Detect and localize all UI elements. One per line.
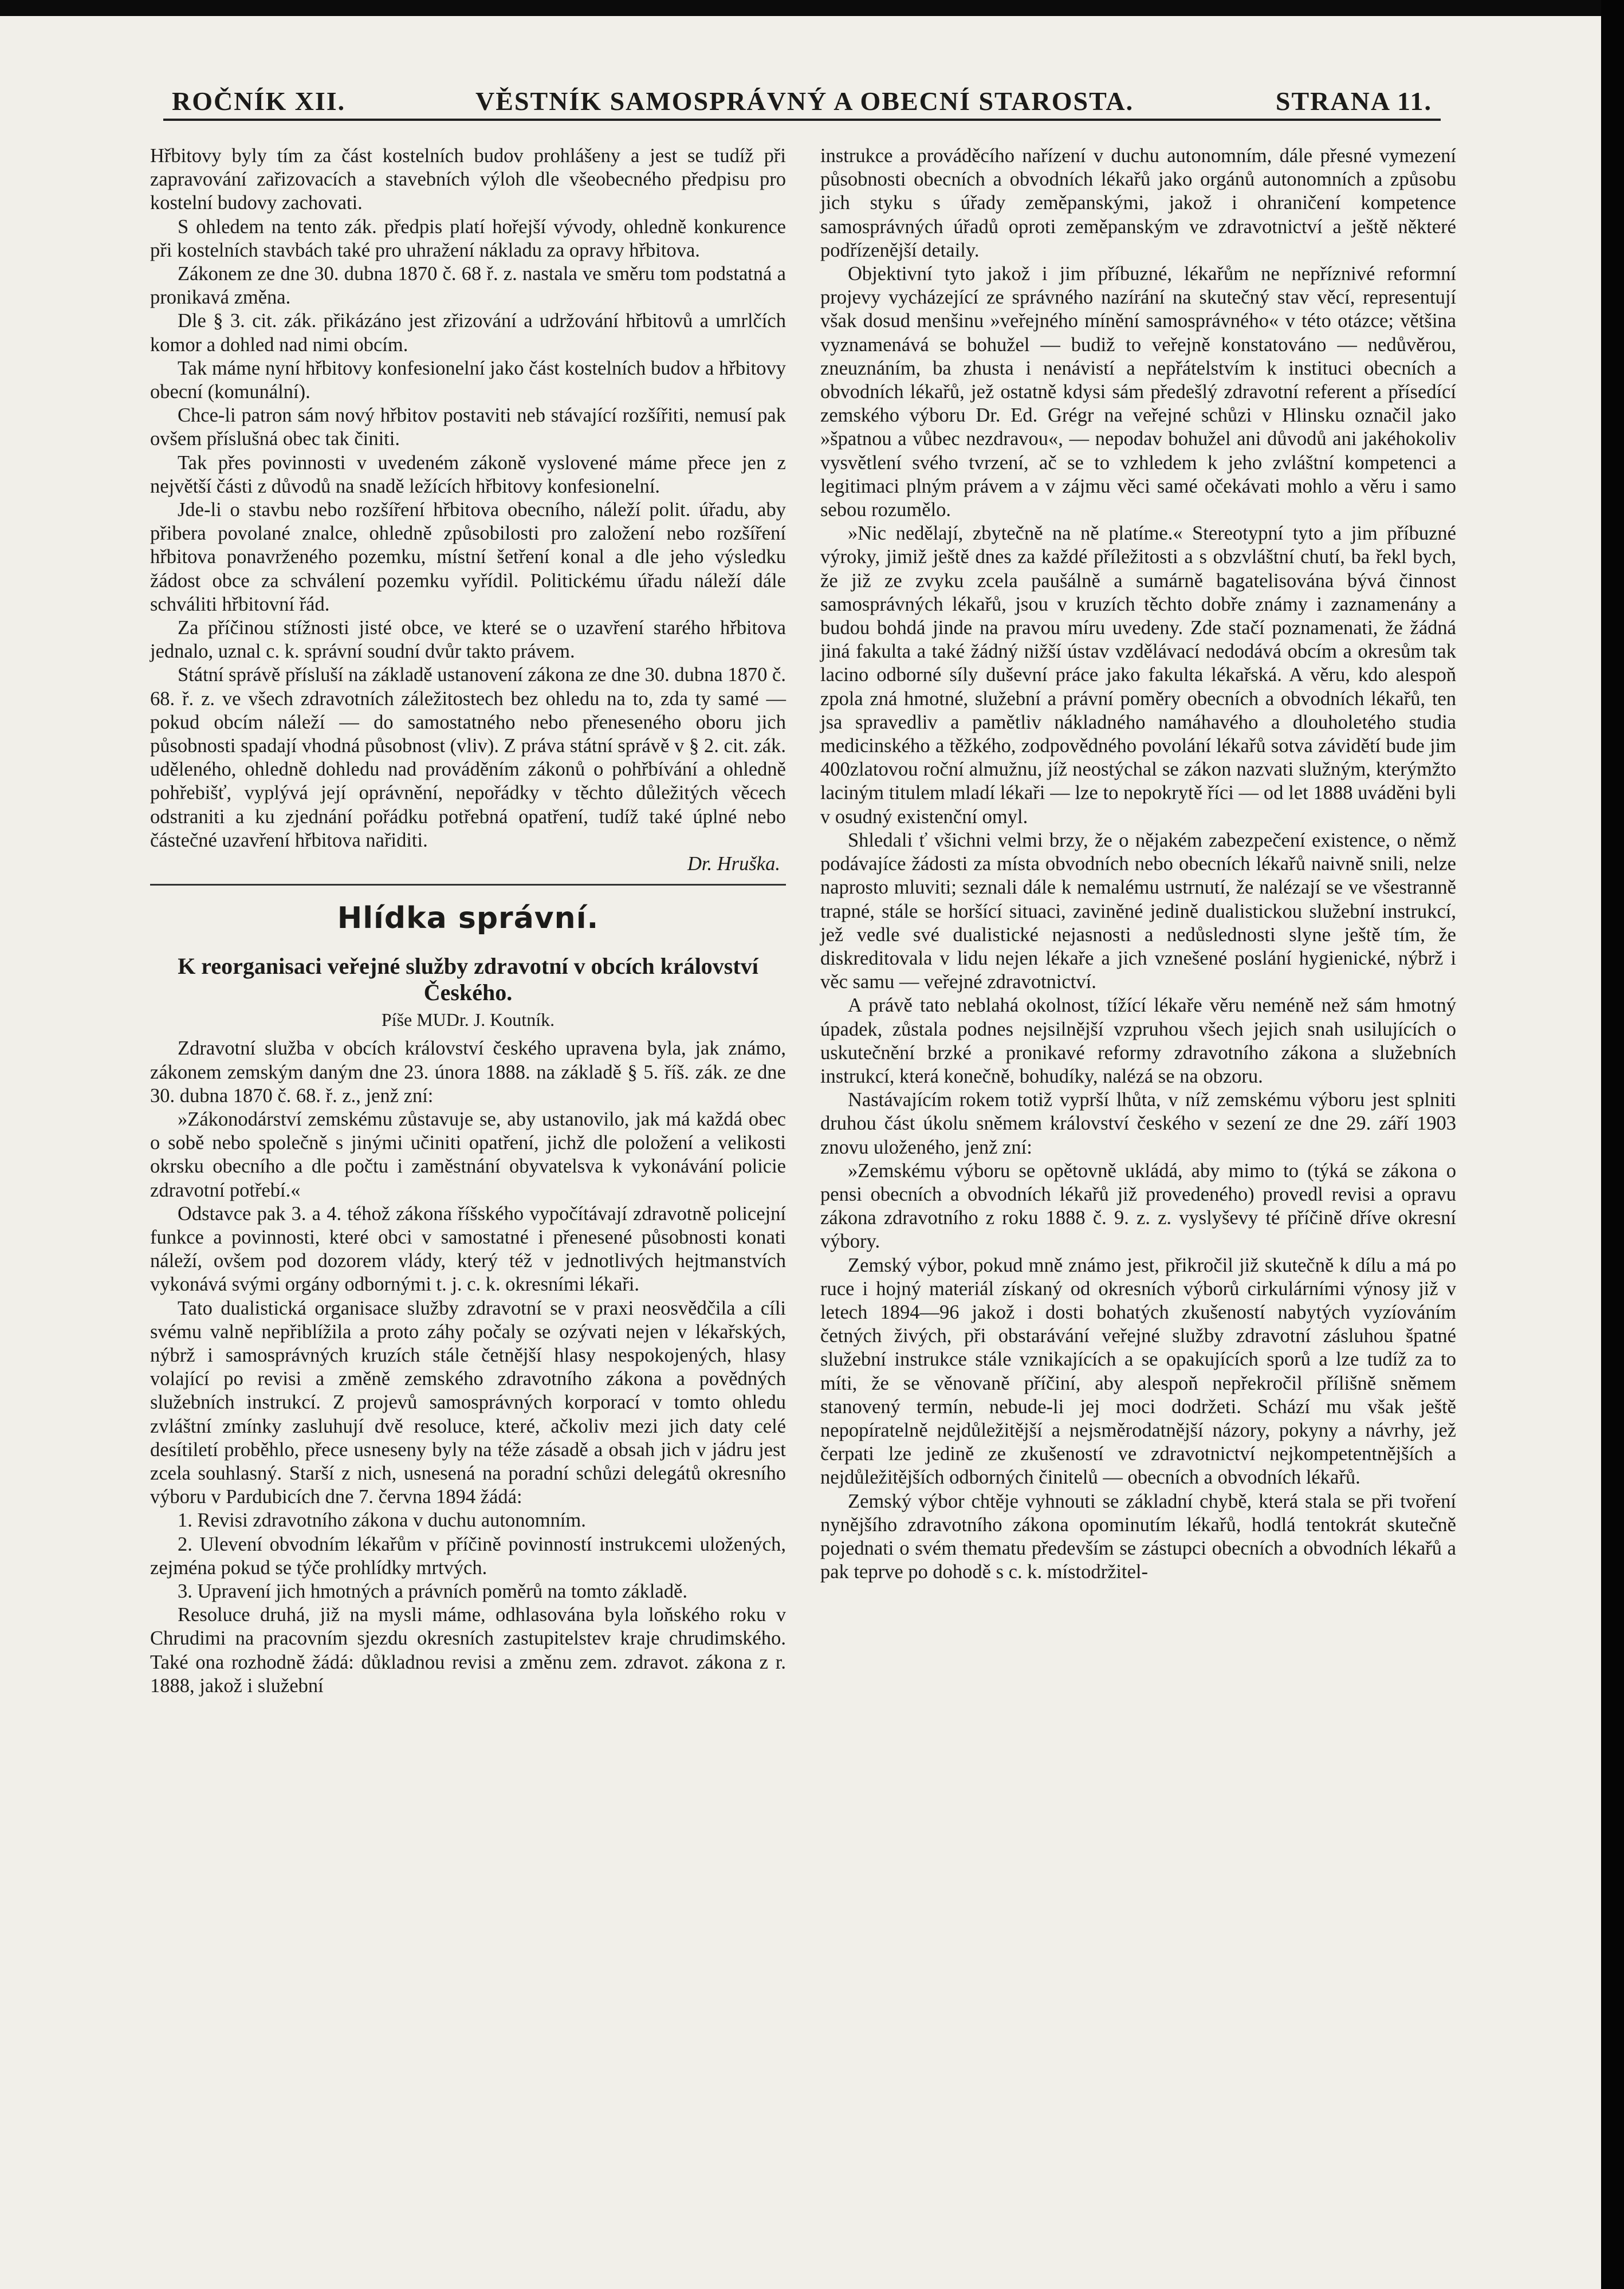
paragraph: S ohledem na tento zák. předpis platí hořejší vývody, ohledně konkurence při kostelních stavbách také pro uhražení nákladu za opravy hřbitova. <box>150 215 786 261</box>
left-column <box>150 144 786 2264</box>
paragraph: Shledali ť všichni velmi brzy, že o nějakém zabezpečení existence, o němž podávajíce žádosti za místa obvodních nebo obecních lékařů naivně snili, nelze naprosto mluviti; seznali dále k nemalému ustrnutí, že nalézají se ve všestranně trapné, stále se horšící situaci, zaviněné jedině dualistickou služební instrukcí, jež vedle své dualistické nejasnosti a nedůslednosti slyne ještě tím, že diskreditovala v lidu nejen lékaře a jich vznešené poslání hygienické, nýbrž i věc samu — veřejné zdravotnictví. <box>820 829 1456 993</box>
paragraph: Tato dualistická organisace služby zdravotní se v praxi neosvědčila a cíli svému valně nepřiblížila a proto záhy počaly se ozývati nejen v lékařských, nýbrž i samosprávných kruzích stále četnější hlasy nespokojených, hlasy volající po revisi a změně zemského zdravotního zákona a povědných služebních instrukcí. Z projevů samosprávných korporací v tomto ohledu zvláštní zmínky zasluhují dvě resoluce, které, ačkoliv mezi jich daty celé desítiletí proběhlo, přece usneseny byly na téže zásadě a obsah jich v jádru jest zcela souhlasný. Starší z nich, usnesená na poradní schůzi delegátů okresního výboru v Pardubicích dne 7. června 1894 žádá: <box>150 1297 786 1508</box>
list-item: 1. Revisi zdravotního zákona v duchu autonomním. <box>178 1509 586 1532</box>
article-title: K reorganisaci veřejné služby zdravotní v obcích království Českého. <box>178 953 758 1006</box>
right-column <box>820 144 1456 2264</box>
paragraph: Zdravotní služba v obcích království českého upravena byla, jak známo, zákonem zemským daným dne 23. února 1888. na základě § 5. říš. zák. ze dne 30. dubna 1870 č. 68. ř. z., jenž zní: <box>150 1037 786 1107</box>
quoted-resolution: »Zemskému výboru se opětovně ukládá, aby mimo to (týká se zákona o pensi obecních a obvodních lékařů již provedeného) provedl revisi a opravu zákona zdravotního z roku 1888 č. 9. z. z. vyslyševy té příčině dříve okresní výbory. <box>820 1159 1456 1253</box>
paragraph: Nastávajícím rokem totiž vyprší lhůta, v níž zemskému výboru jest splniti druhou část úkolu sněmem království českého v sezení ze dne 29. září 1903 znovu uloženého, jenž zní: <box>820 1089 1456 1158</box>
scan-border-right <box>1601 0 1624 2289</box>
paragraph: Resoluce druhá, již na mysli máme, odhlasována byla loňského roku v Chrudimi na pracovním sjezdu okresních zastupitelstev kraje chrudimského. Také ona rozhodně žádá: důkladnou revisi a změnu zem. zdravot. zákona z r. 1888, jakož i služební <box>150 1604 786 1697</box>
paragraph: Odstavce pak 3. a 4. téhož zákona říšského vypočítávají zdravotně policejní funkce a povinnosti, které obci v samostatné i přenesené působnosti konati náleží, ovšem pod dozorem vlády, který též v jednotlivých hejtmanstvích vykonává svými orgány odbornými t. j. c. k. okresními lékaři. <box>150 1202 786 1296</box>
paragraph: »Nic nedělají, zbytečně na ně platíme.« Stereotypní tyto a jim příbuzné výroky, jimiž ještě dnes za každé příležitosti a s obzvláštní chutí, ba řekl bych, že již ze zvyku zcela paušálně a sumárně bagatelisována bývá činnost samosprávných lékařů, jsou v kruzích těchto dobře známy i zaznamenány a budou bohdá jinde na pravou míru uvedeny. Zde stačí poznamenati, že žádná jiná fakulta a také žádný nižší ústav vzdělávací nedodává obcím a okresům tak lacino odborné síly duševní práce jako fakulta lékařská. A věru, kdo alespoň zpola zná hmotné, služební a právní poměry obecních a obvodních lékařů, ten jsa spravedliv a pamětliv nákladného namáhavého a dlouholetého studia medicinského a těžkého, zodpovědného povolání lékařů sotva závidětí bude jim 400zlatovou roční almužnu, jíž neostýchal se zákon nazvati služným, kterýmžto laciným titulem mladí lékaři — lze to nepokrytě říci — od let 1888 uváděni byli v osudný existenční omyl. <box>820 522 1456 828</box>
volume-label: ROČNÍK XII. <box>172 86 346 116</box>
paragraph: Tak máme nyní hřbitovy konfesionelní jako část kostelních budov a hřbitovy obecní (komunální). <box>150 357 786 403</box>
list-item: 2. Ulevení obvodním lékařům v příčině povinností instrukcemi uložených, zejména pokud se týče prohlídky mrtvých. <box>150 1533 786 1579</box>
author-signature: Dr. Hruška. <box>687 853 780 875</box>
paragraph: Chce-li patron sám nový hřbitov postaviti neb stávající rozšířiti, nemusí pak ovšem příslušná obec tak činiti. <box>150 404 786 450</box>
header-rule <box>163 119 1441 121</box>
paragraph: Tak přes povinnosti v uvedeném zákoně vyslovené máme přece jen z největší části z důvodů na snadě ležících hřbitovy konfesionelní. <box>150 451 786 497</box>
paragraph: A právě tato neblahá okolnost, tížící lékaře věru neméně než sám hmotný úpadek, zůstala podnes nejsilnější vzpruhou všech jejich snah usilujících o uskutečnění brzké a pronikavé reformy zdravotního zákona a služebních instrukcí, která konečně, bohudíky, nalézá se na obzoru. <box>820 994 1456 1087</box>
scan-border-top <box>0 0 1624 16</box>
paragraph: Objektivní tyto jakož i jim příbuzné, lékařům ne nepříznivé reformní projevy vycházející ze správného nazírání na skutečný stav věcí, representují však dosud menšinu »veřejného mínění samosprávného« v této otázce; většina vyznamenává se bohužel — budiž to veřejně konstatováno — nedůvěrou, zneuznáním, ba zhusta i nenávistí a nepřátelstvím k instituci obecních a obvodních lékařů, jež ostatně kdysi sám předešlý zdravotní referent a přísedící zemského výboru Dr. Ed. Grégr na veřejné schůzi v Hlinsku označil jako »špatnou a vůbec nezdravou«, — nepodav bohužel ani důvodů ani jakéhokoliv vysvětlení svého tvrzení, ač se to vzhledem k jeho zvláštní kompetenci a legitimaci plným právem a v zájmu věci samé očekávati mohlo a věru i samo sebou rozumělo. <box>820 263 1456 521</box>
paragraph: Státní správě přísluší na základě ustanovení zákona ze dne 30. dubna 1870 č. 68. ř. z. ve všech zdravotních záležitostech bez ohledu na to, zda ty samé — pokud obcím náleží — do samostatného nebo přeneseného oboru jich působnosti spadají vhodná působnost (vliv). Z práva státní správě v § 2. cit. zák. uděleného, ohledně dohledu nad prováděním zákonů o pohřbívání a ohledně pohřebišť, vyplývá její oprávnění, nepořádky v těchto důležitých věcech odstraniti a ku zjednání pořádku potřebná opatření, tudíž také úplné nebo částečné uzavření hřbitova nařiditi. <box>150 664 786 851</box>
article-byline: Píše MUDr. J. Koutník. <box>381 1009 555 1031</box>
page-number: STRANA 11. <box>1275 86 1432 116</box>
paragraph: Zemský výbor, pokud mně známo jest, přikročil již skutečně k dílu a má po ruce i hojný materiál získaný od okresních výborů cirkulárními výnosy již v letech 1894—96 jakož i dosti bohatých zkušeností nabytých vyzíováním četných živých, při obstarávání veřejné služby zdravotní zásluhou špatné služební instrukce stále vznikajících a se opakujících sporů a lze tudíž za to míti, že se věnovaně příčiní, aby alespoň nepřekročil přílišně sněmem stanovený termín, nebude-li jej moci dodržeti. Schází mu však ještě nepopíratelně nejdůležitější a nejsměrodatnější názory, pokyny a návrhy, jež čerpati lze jedině ze zkušeností ve zdravotnictví nejkompetentnějších a nejdůležitějších odborných činitelů — obecních a obvodních lékařů. <box>820 1254 1456 1489</box>
paragraph: Hřbitovy byly tím za část kostelních budov prohlášeny a jest se tudíž při zapravování zařizovacích a stavebních výloh dle všeobecného předpisu pro kostelní budovy zachovati. <box>150 145 786 214</box>
paragraph: Zákonem ze dne 30. dubna 1870 č. 68 ř. z. nastala ve směru tom podstatná a pronikavá změna. <box>150 263 786 309</box>
paragraph: Jde-li o stavbu nebo rozšíření hřbitova obecního, náleží polit. úřadu, aby přibera povolané znalce, ohledně způsobilosti pro založení nebo rozšíření hřbitova ponavrženého pozemku, místní šetření konal a dle jeho výsledku žádost obce za schválení pozemku vyřídil. Politickému úřadu náleží dále schváliti hřbitovní řád. <box>150 499 786 615</box>
publication-title: VĚSTNÍK SAMOSPRÁVNÝ A OBECNÍ STAROSTA. <box>475 86 1134 116</box>
paragraph: Dle § 3. cit. zák. přikázáno jest zřizování a udržování hřbitovů a umrlčích komor a dohled nad nimi obcím. <box>150 310 786 356</box>
section-divider <box>150 884 786 886</box>
paragraph: instrukce a prováděcího nařízení v duchu autonomním, dále přesné vymezení působnosti obecních a obvodních lékařů jako orgánů autonomních a způsobu jich styku s úřady zeměpanskými, jakož i ohraničení kompetence samosprávných úřadů oproti zeměpanským ve zdravotnictví a ještě některé podřízenější detaily. <box>820 145 1456 261</box>
paragraph: Za příčinou stížnosti jisté obce, ve které se o uzavření starého hřbitova jednalo, uznal c. k. správní soudní dvůr takto právem. <box>150 617 786 663</box>
paragraph: Zemský výbor chtěje vyhnouti se základní chybě, která stala se při tvoření nynějšího zdravotního zákona opominutím lékařů, hodlá tentokrát skutečně pojednati o svém thematu především se zástupci obecních a obvodních lékařů a pak teprve po dohodě s c. k. místodržitel- <box>820 1490 1456 1583</box>
paragraph: »Zákonodárství zemskému zůstavuje se, aby ustanovilo, jak má každá obec o sobě nebo společně s jinými učiniti opatření, jichž dle položení a velikosti okrsku obecního a dle počtu i zaměstnání obyvatelsva k vykonávání policie zdravotní potřebí.« <box>150 1108 786 1201</box>
section-title: Hlídka správní. <box>337 901 599 936</box>
list-item: 3. Upravení jich hmotných a právních poměrů na tomto základě. <box>178 1580 688 1602</box>
